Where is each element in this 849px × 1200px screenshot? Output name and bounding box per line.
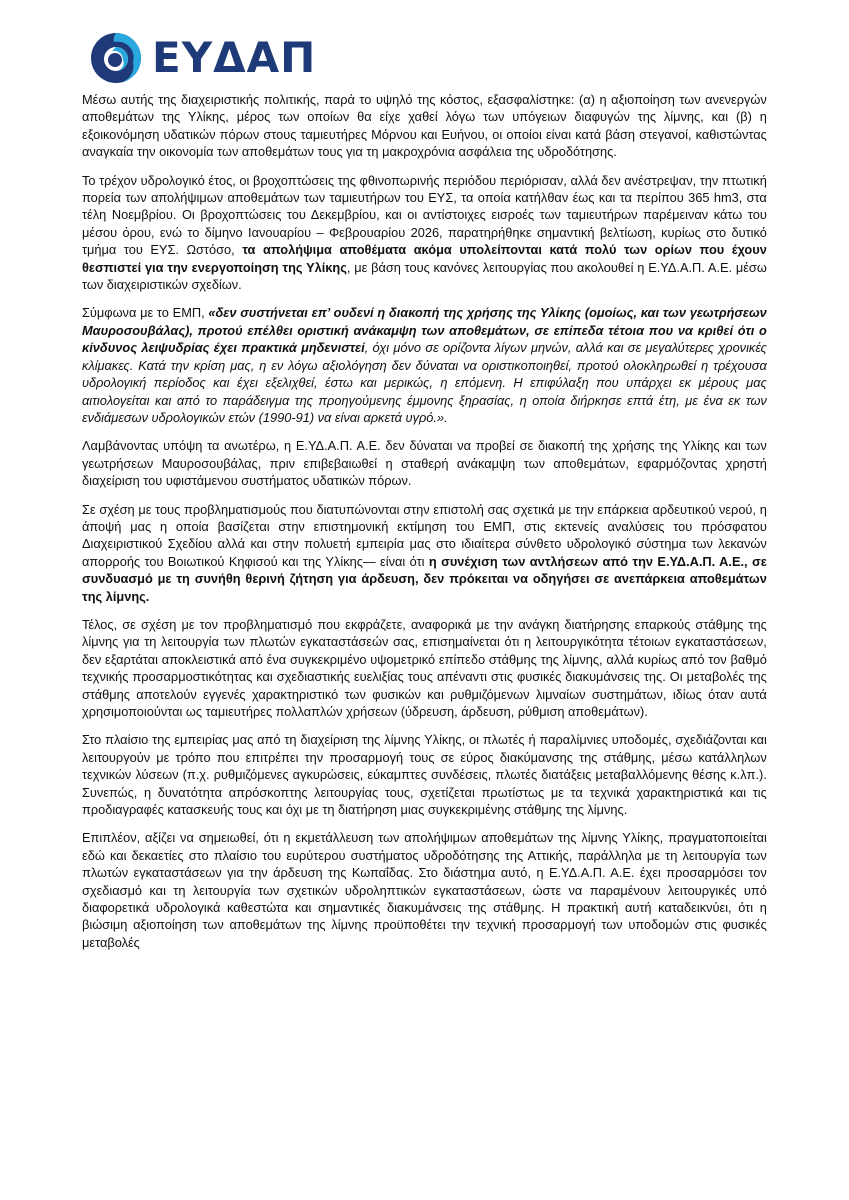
logo-wordmark: ΕΥΔΑΠ (152, 33, 317, 82)
paragraph (82, 829, 767, 951)
emphasized-text: «δεν συστήνεται επ’ ουδενί η διακοπή της χρήσης της Υλίκης (ομοίως, και των γεωτρήσεων Μαυροσουβάλας), προτού επέλθει οριστική ανάκαμψη των αποθεμάτων, σε επίπεδα τέτοια που να κριθεί ότι ο κίνδυνος λειψυδρίας έχει πρακτικά μηδενιστεί (82, 305, 767, 356)
text-segment: Σύμφωνα με το ΕΜΠ, (82, 305, 209, 321)
emphasized-text: η συνέχιση των αντλήσεων από την Ε.ΥΔ.Α.Π. Α.Ε., σε συνδυασμό με τη συνήθη θερινή ζήτηση για άρδευση, δεν πρόκειται να οδηγήσει σε ανεπάρκεια αποθεμάτων της λίμνης. (82, 553, 767, 604)
paragraph (82, 172, 767, 294)
paragraph (82, 616, 767, 720)
emphasized-text: , όχι μόνο σε ορίζοντα λίγων μηνών, αλλά και σε μεγαλύτερες χρονικές κλίμακες. Κατά την κρίση μας, η εν λόγω αξιολόγηση δεν δύναται να οριστικοποιηθεί, προτού ολοκληρωθεί η τρέχουσα υδρολογική περίοδος και έχει εξελιχθεί, έστω και μερικώς, η επόμενη. Η επιφύλαξη που υπάρχει εκ μέρους μας αιτιολογείται και από το παράδειγμα της προηγούμενης έμμονης ξηρασίας, η οποία διήρκησε επτά έτη, με ένα εκ των ενδιάμεσων υδρολογικών ετών (1990-91) να είναι αρκετά υγρό.». (82, 340, 767, 425)
text-segment: Σε σχέση με τους προβληματισμούς που διατυπώνονται στην επιστολή σας σχετικά με την επάρκεια αρδευτικού νερού, η άποψή μας η οποία βασίζεται στην επιστημονική εκτίμηση του ΕΜΠ, στις εκτενείς αναλύσεις του πρόσφατου Διαχειριστικού Σχεδίου αλλά και στην πολυετή εμπειρία μας στο ιδιαίτερα σύνθετο υδρολογικό σύστημα των λεκανών απορροής του Βοιωτικού Κηφισού και της Υλίκης— είναι ότι (82, 501, 767, 569)
text-segment: Μέσω αυτής της διαχειριστικής πολιτικής, παρά το υψηλό της κόστος, εξασφαλίστηκε: (α) η αξιοποίηση των ανενεργών αποθεμάτων της Υλίκης, μέρος των οποίων θα είχε χαθεί λόγω των υπόγειων διαφυγών της λίμνης, και (β) η εξοικονόμηση υδατικών πόρων στους ταμιευτήρες Μόρνου και Ευήνου, οι οποίοι είναι κατά βάση στεγανοί, καθιστώντας αναγκαία την οικονομία των αποθεμάτων τους για τη μακροχρόνια ασφάλεια της υδροδότησης. (82, 92, 767, 160)
text-segment: Το τρέχον υδρολογικό έτος, οι βροχοπτώσεις της φθινοπωρινής περιόδου περιόρισαν, αλλά δεν ανέστρεψαν, την πτωτική πορεία των απολήψιμων αποθεμάτων των ταμιευτήρων του ΕΥΣ, τα οποία κατήλθαν έως και τα περίπου 365 hm3, στα τέλη Νοεμβρίου. Οι βροχοπτώσεις του Δεκεμβρίου, και οι αντίστοιχες εισροές των ταμιευτήρων παρέμειναν κάτω του μέσου όρου, ενώ το δίμηνο Ιανουαρίου – Φεβρουαρίου 2026, παρατηρήθηκε σημαντική βελτίωση, κυρίως στο δυτικό τμήμα του ΕΥΣ. Ωστόσο, (82, 172, 767, 258)
paragraph (82, 304, 767, 426)
eydap-logo (90, 30, 316, 86)
text-segment: , με βάση τους κανόνες λειτουργίας που ακολουθεί η Ε.ΥΔ.Α.Π. Α.Ε. μέσω των διαχειριστικών σχεδίων. (82, 259, 767, 293)
paragraph (82, 437, 767, 489)
paragraph (82, 91, 767, 161)
text-segment: Τέλος, σε σχέση με τον προβληματισμό που εκφράζετε, αναφορικά με την ανάγκη διατήρησης επαρκούς στάθμης της λίμνης για τη λειτουργία των πλωτών εγκαταστάσεών σας, επισημαίνεται ότι η λειτουργικότητα τέτοιων εγκαταστάσεων, δεν εξαρτάται αποκλειστικά από ένα συγκεκριμένο υψομετρικό επίπεδο στάθμης της λίμνης, αλλά κυρίως από τον βαθμό τεχνικής προσαρμοστικότητας και σχεδιαστικής ευελιξίας τους απέναντι στις φυσικές διακυμάνσεις της. Οι μεταβολές της στάθμης αποτελούν εγγενές χαρακτηριστικό των φυσικών και ρυθμιζόμενων λιμναίων συστημάτων, ιδίως όταν αυτά χρησιμοποιούνται ως ταμιευτήρες πολλαπλών χρήσεων (ύδρευση, άρδευση, ρύθμιση αποθεμάτων). (82, 616, 767, 719)
text-segment: Στο πλαίσιο της εμπειρίας μας από τη διαχείριση της λίμνης Υλίκης, οι πλωτές ή παραλίμνιες υποδομές, σχεδιάζονται και λειτουργούν με τρόπο που επιτρέπει την προσαρμογή τους σε εύρος διακύμανσης της στάθμης, μέσω κατάλληλων τεχνικών λύσεων (π.χ. ρυθμιζόμενες αγκυρώσεις, εύκαμπτες συνδέσεις, πλωτές διατάξεις μεταβαλλόμενης θέσης κ.λπ.). Συνεπώς, η δυνατότητα απρόσκοπτης λειτουργίας τους, σχετίζεται πρωτίστως με τα τεχνικά χαρακτηριστικά και τις προδιαγραφές κατασκευής τους και όχι με τη διατήρηση μιας συγκεκριμένης στάθμης της λίμνης. (82, 732, 767, 818)
letter-body (82, 91, 767, 962)
text-segment: Επιπλέον, αξίζει να σημειωθεί, ότι η εκμετάλλευση των απολήψιμων αποθεμάτων της λίμνης Υλίκης, πραγματοποιείται εδώ και δεκαετίες στο πλαίσιο του ευρύτερου συστήματος υδροδότησης της Αττικής, παράλληλα με τη λειτουργία των πλωτών εγκαταστάσεων για την άρδευση της Κωπαΐδας. Στο διάστημα αυτό, η Ε.ΥΔ.Α.Π. Α.Ε. έχει προσαρμόσει τον σχεδιασμό και τη λειτουργία των σχετικών υδροληπτικών εγκαταστάσεων, ώστε να παραμένουν λειτουργικές υπό διαφορετικά υδρολογικά καθεστώτα και σημαντικές διακυμάνσεις της στάθμης. Η πρακτική αυτή καταδεικνύει, ότι η βιώσιμη αξιοποίηση των αποθεμάτων της λίμνης προϋποθέτει την τεχνική προσαρμογή των υποδομών στις φυσικές μεταβολές (82, 830, 767, 950)
emphasized-text: τα απολήψιμα αποθέματα ακόμα υπολείπονται κατά πολύ των ορίων που έχουν θεσπιστεί για την ενεργοποίηση της Υλίκης (82, 242, 767, 275)
text-segment: Λαμβάνοντας υπόψη τα ανωτέρω, η Ε.ΥΔ.Α.Π. Α.Ε. δεν δύναται να προβεί σε διακοπή της χρήσης της Υλίκης και των γεωτρήσεων Μαυροσουβάλας, πριν επιβεβαιωθεί η σταθερή ανάκαμψη των αποθεμάτων, εφαρμόζοντας χρηστή διαχείριση του υφιστάμενου συστήματος υδατικών πόρων. (82, 438, 767, 489)
swirl-logo-icon (90, 32, 142, 84)
paragraph (82, 501, 767, 605)
paragraph (82, 731, 767, 818)
